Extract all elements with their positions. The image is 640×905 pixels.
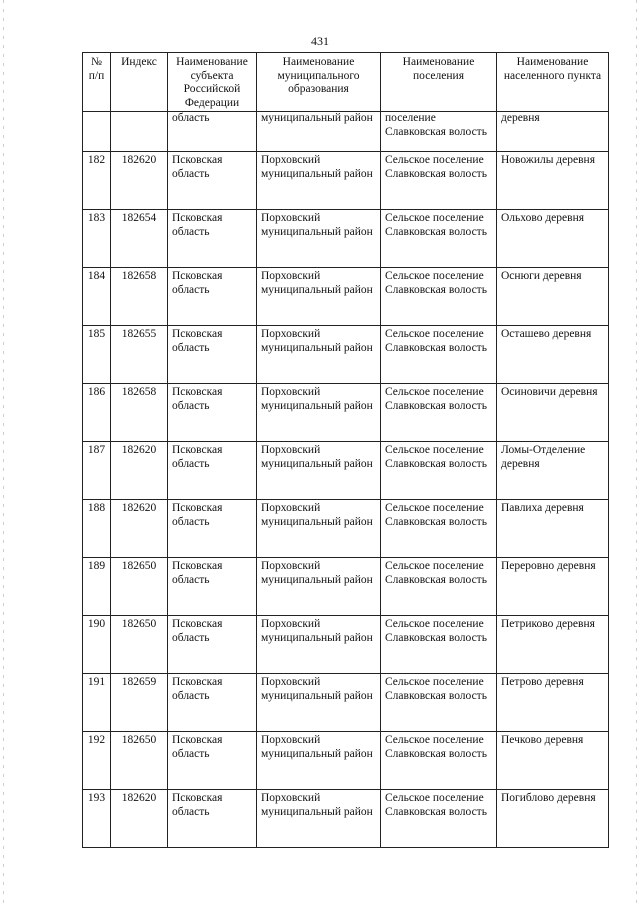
cell-municipality: Порховский муниципальный район: [257, 268, 381, 326]
cell-num: 184: [83, 268, 111, 326]
cell-settlement: Сельское поселение Славковская волость: [381, 384, 497, 442]
cell-index: [111, 112, 168, 152]
table-row: [83, 558, 609, 616]
cell-subject: Псковская область: [168, 210, 257, 268]
cell-settlement: Сельское поселение Славковская волость: [381, 790, 497, 848]
scan-edge-mark: [3, 0, 4, 905]
cell-municipality: Порховский муниципальный район: [257, 790, 381, 848]
cell-municipality: Порховский муниципальный район: [257, 210, 381, 268]
cell-locality: Новожилы деревня: [497, 152, 609, 210]
cell-subject: Псковская область: [168, 326, 257, 384]
cell-num: 192: [83, 732, 111, 790]
cell-settlement: Сельское поселение Славковская волость: [381, 732, 497, 790]
cell-municipality: Порховский муниципальный район: [257, 732, 381, 790]
cell-municipality: Порховский муниципальный район: [257, 152, 381, 210]
cell-index: 182658: [111, 268, 168, 326]
table-row: [83, 268, 609, 326]
cell-locality: Ломы-Отделение деревня: [497, 442, 609, 500]
cell-subject: Псковская область: [168, 384, 257, 442]
table-row: [83, 500, 609, 558]
cell-settlement: Сельское поселение Славковская волость: [381, 152, 497, 210]
cell-num: 188: [83, 500, 111, 558]
table-row: [83, 616, 609, 674]
cell-index: 182620: [111, 152, 168, 210]
cell-index: 182650: [111, 558, 168, 616]
scan-edge-mark: [636, 0, 637, 905]
table-header-row: [83, 53, 609, 112]
cell-index: 182658: [111, 384, 168, 442]
cell-locality: Переровно деревня: [497, 558, 609, 616]
cell-settlement: Сельское поселение Славковская волость: [381, 326, 497, 384]
cell-locality: Павлиха деревня: [497, 500, 609, 558]
cell-index: 182650: [111, 616, 168, 674]
cell-settlement: Сельское поселение Славковская волость: [381, 210, 497, 268]
cell-num: 189: [83, 558, 111, 616]
cell-index: 182659: [111, 674, 168, 732]
cell-subject: Псковская область: [168, 442, 257, 500]
cell-subject: область: [168, 112, 257, 152]
cell-municipality: Порховский муниципальный район: [257, 558, 381, 616]
table-row: [83, 384, 609, 442]
cell-municipality: Порховский муниципальный район: [257, 674, 381, 732]
settlements-table: [82, 52, 609, 848]
cell-subject: Псковская область: [168, 674, 257, 732]
cell-locality: Оснюги деревня: [497, 268, 609, 326]
cell-index: 182655: [111, 326, 168, 384]
cell-subject: Псковская область: [168, 268, 257, 326]
cell-num: 193: [83, 790, 111, 848]
column-header-index: Индекс: [111, 53, 168, 112]
cell-municipality: Порховский муниципальный район: [257, 500, 381, 558]
cell-settlement: Сельское поселение Славковская волость: [381, 268, 497, 326]
cell-locality: деревня: [497, 112, 609, 152]
table-row: [83, 210, 609, 268]
cell-settlement: поселение Славковская волость: [381, 112, 497, 152]
cell-locality: Петриково деревня: [497, 616, 609, 674]
column-header-locality: Наименование населенного пункта: [497, 53, 609, 112]
cell-num: 186: [83, 384, 111, 442]
cell-settlement: Сельское поселение Славковская волость: [381, 616, 497, 674]
table-row-continuation: [83, 112, 609, 152]
cell-locality: Осташево деревня: [497, 326, 609, 384]
cell-subject: Псковская область: [168, 616, 257, 674]
cell-num: 182: [83, 152, 111, 210]
cell-num: 185: [83, 326, 111, 384]
cell-settlement: Сельское поселение Славковская волость: [381, 558, 497, 616]
cell-index: 182620: [111, 442, 168, 500]
table-row: [83, 152, 609, 210]
cell-num: 183: [83, 210, 111, 268]
table-row: [83, 790, 609, 848]
cell-num: [83, 112, 111, 152]
cell-municipality: Порховский муниципальный район: [257, 442, 381, 500]
cell-locality: Погиблово деревня: [497, 790, 609, 848]
cell-index: 182620: [111, 500, 168, 558]
column-header-num: № п/п: [83, 53, 111, 112]
cell-locality: Печково деревня: [497, 732, 609, 790]
cell-locality: Ольхово деревня: [497, 210, 609, 268]
page-number: 431: [311, 34, 329, 48]
cell-num: 191: [83, 674, 111, 732]
cell-settlement: Сельское поселение Славковская волость: [381, 442, 497, 500]
cell-index: 182620: [111, 790, 168, 848]
table-row: [83, 732, 609, 790]
cell-locality: Осиновичи деревня: [497, 384, 609, 442]
cell-index: 182650: [111, 732, 168, 790]
cell-municipality: Порховский муниципальный район: [257, 326, 381, 384]
column-header-municipality: Наименование муниципального образования: [257, 53, 381, 112]
cell-subject: Псковская область: [168, 152, 257, 210]
cell-settlement: Сельское поселение Славковская волость: [381, 674, 497, 732]
table-row: [83, 674, 609, 732]
cell-locality: Петрово деревня: [497, 674, 609, 732]
cell-subject: Псковская область: [168, 732, 257, 790]
cell-municipality: муниципальный район: [257, 112, 381, 152]
column-header-subject: Наименование субъекта Российской Федерации: [168, 53, 257, 112]
cell-settlement: Сельское поселение Славковская волость: [381, 500, 497, 558]
cell-subject: Псковская область: [168, 558, 257, 616]
column-header-settlement: Наименование поселения: [381, 53, 497, 112]
cell-municipality: Порховский муниципальный район: [257, 616, 381, 674]
cell-index: 182654: [111, 210, 168, 268]
cell-num: 190: [83, 616, 111, 674]
cell-num: 187: [83, 442, 111, 500]
cell-municipality: Порховский муниципальный район: [257, 384, 381, 442]
table-row: [83, 442, 609, 500]
cell-subject: Псковская область: [168, 500, 257, 558]
cell-subject: Псковская область: [168, 790, 257, 848]
table-row: [83, 326, 609, 384]
